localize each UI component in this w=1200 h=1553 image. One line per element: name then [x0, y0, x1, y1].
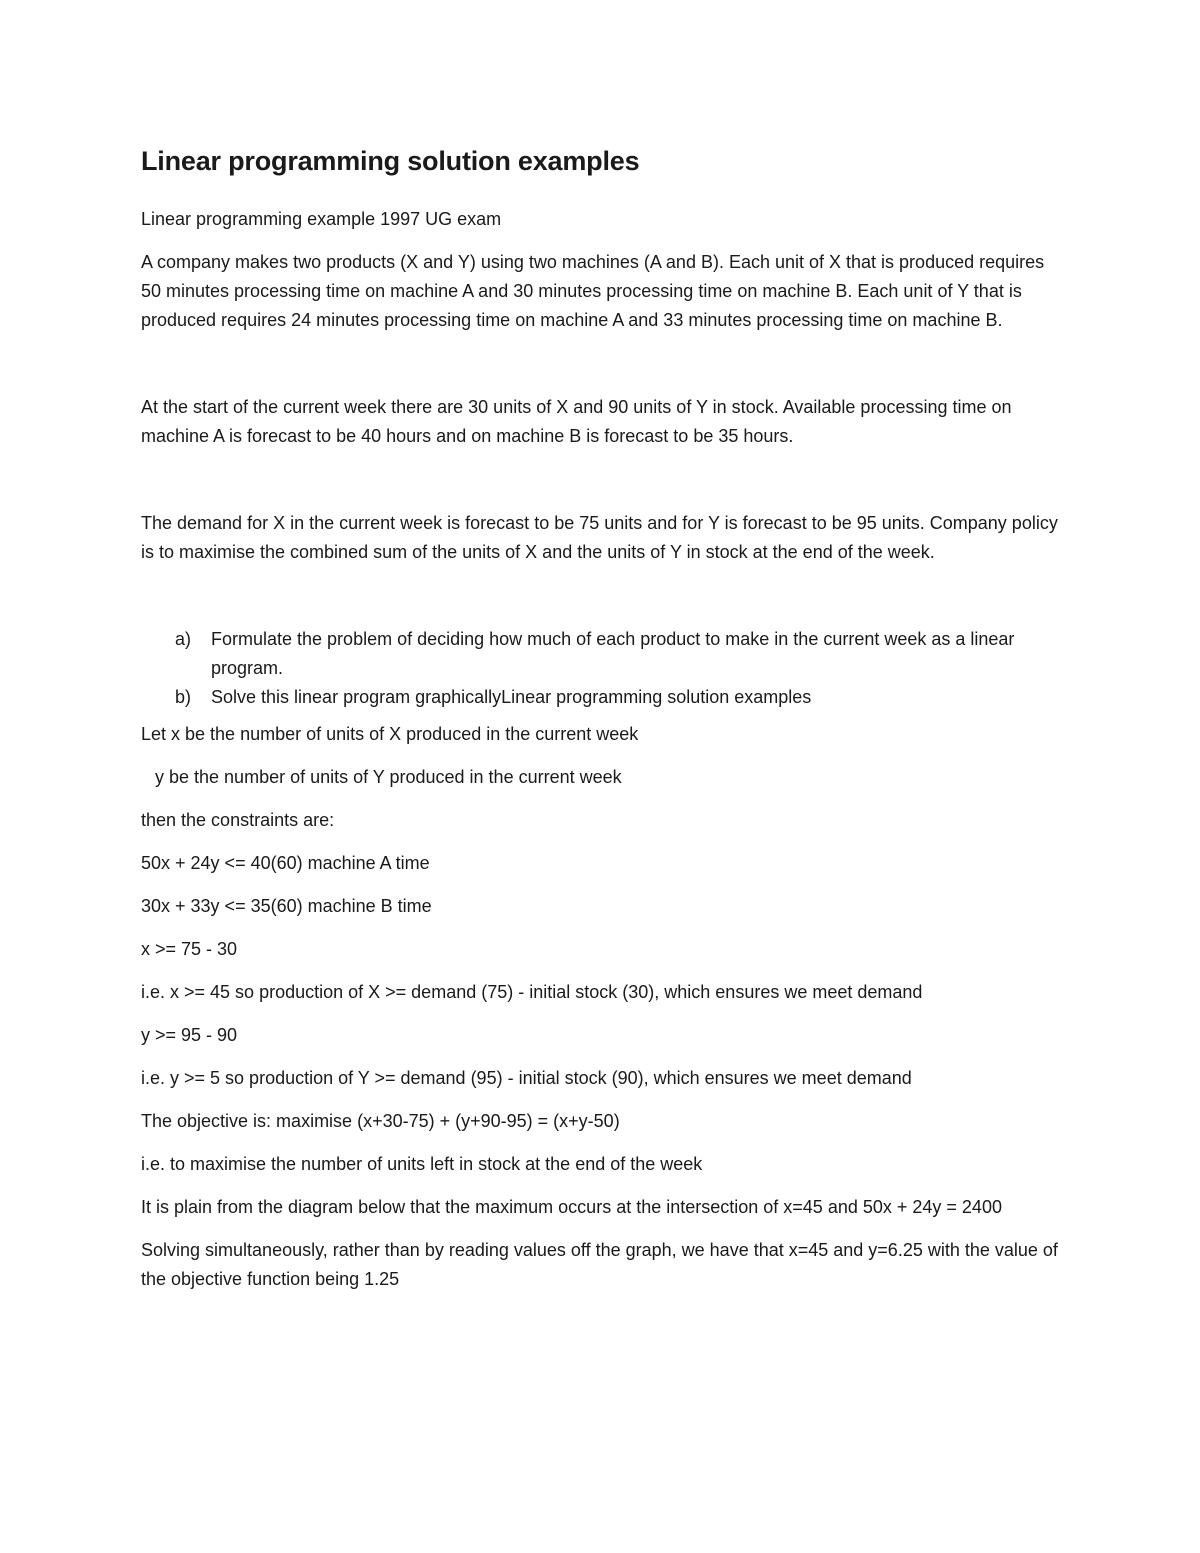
- constraint-x-note: i.e. x >= 45 so production of X >= demand (75) - initial stock (30), which ensures we meet demand: [141, 982, 923, 1002]
- constraint-y: y >= 95 - 90: [141, 1025, 238, 1045]
- list-item: [141, 625, 1066, 683]
- constraint-x: x >= 75 - 30: [141, 939, 238, 959]
- document-subtitle: Linear programming example 1997 UG exam: [141, 209, 502, 229]
- problem-paragraph-1: A company makes two products (X and Y) using two machines (A and B). Each unit of X that is produced requires 50 minutes processing time on machine A and 30 minutes processing time on machine B. Each unit of Y that is produced requires 24 minutes processing time on machine A and 33 minutes processing time on machine B.: [141, 252, 1045, 330]
- problem-paragraph-3: The demand for X in the current week is forecast to be 75 units and for Y is forecast to be 95 units. Company policy is to maximise the combined sum of the units of X and the units of Y in stock at the end of the week.: [141, 513, 1058, 562]
- list-marker: b): [175, 687, 192, 707]
- constraint-machine-a: 50x + 24y <= 40(60) machine A time: [141, 853, 430, 873]
- document-body: [141, 143, 1066, 1308]
- list-item-text: Formulate the problem of deciding how much of each product to make in the current week as a linear program.: [211, 629, 1015, 678]
- list-item: [141, 683, 1066, 712]
- list-item-text: Solve this linear program graphicallyLinear programming solution examples: [211, 687, 812, 707]
- constraints-intro: then the constraints are:: [141, 810, 335, 830]
- solution-let-y: y be the number of units of Y produced in the current week: [155, 767, 622, 787]
- constraint-y-note: i.e. y >= 5 so production of Y >= demand (95) - initial stock (90), which ensures we meet demand: [141, 1068, 912, 1088]
- document-title: Linear programming solution examples: [141, 146, 640, 176]
- problem-paragraph-2: At the start of the current week there are 30 units of X and 90 units of Y in stock. Available processing time on machine A is forecast to be 40 hours and on machine B is forecast to be 35 hours.: [141, 397, 1012, 446]
- diagram-note: It is plain from the diagram below that the maximum occurs at the intersection of x=45 and 50x + 24y = 2400: [141, 1197, 1002, 1217]
- solution-let-x: Let x be the number of units of X produced in the current week: [141, 724, 639, 744]
- objective-note: i.e. to maximise the number of units left in stock at the end of the week: [141, 1154, 703, 1174]
- objective: The objective is: maximise (x+30-75) + (y+90-95) = (x+y-50): [141, 1111, 620, 1131]
- list-marker: a): [175, 629, 192, 649]
- question-list: [141, 625, 1066, 712]
- conclusion: Solving simultaneously, rather than by reading values off the graph, we have that x=45 and y=6.25 with the value of the objective function being 1.25: [141, 1240, 1058, 1289]
- constraint-machine-b: 30x + 33y <= 35(60) machine B time: [141, 896, 432, 916]
